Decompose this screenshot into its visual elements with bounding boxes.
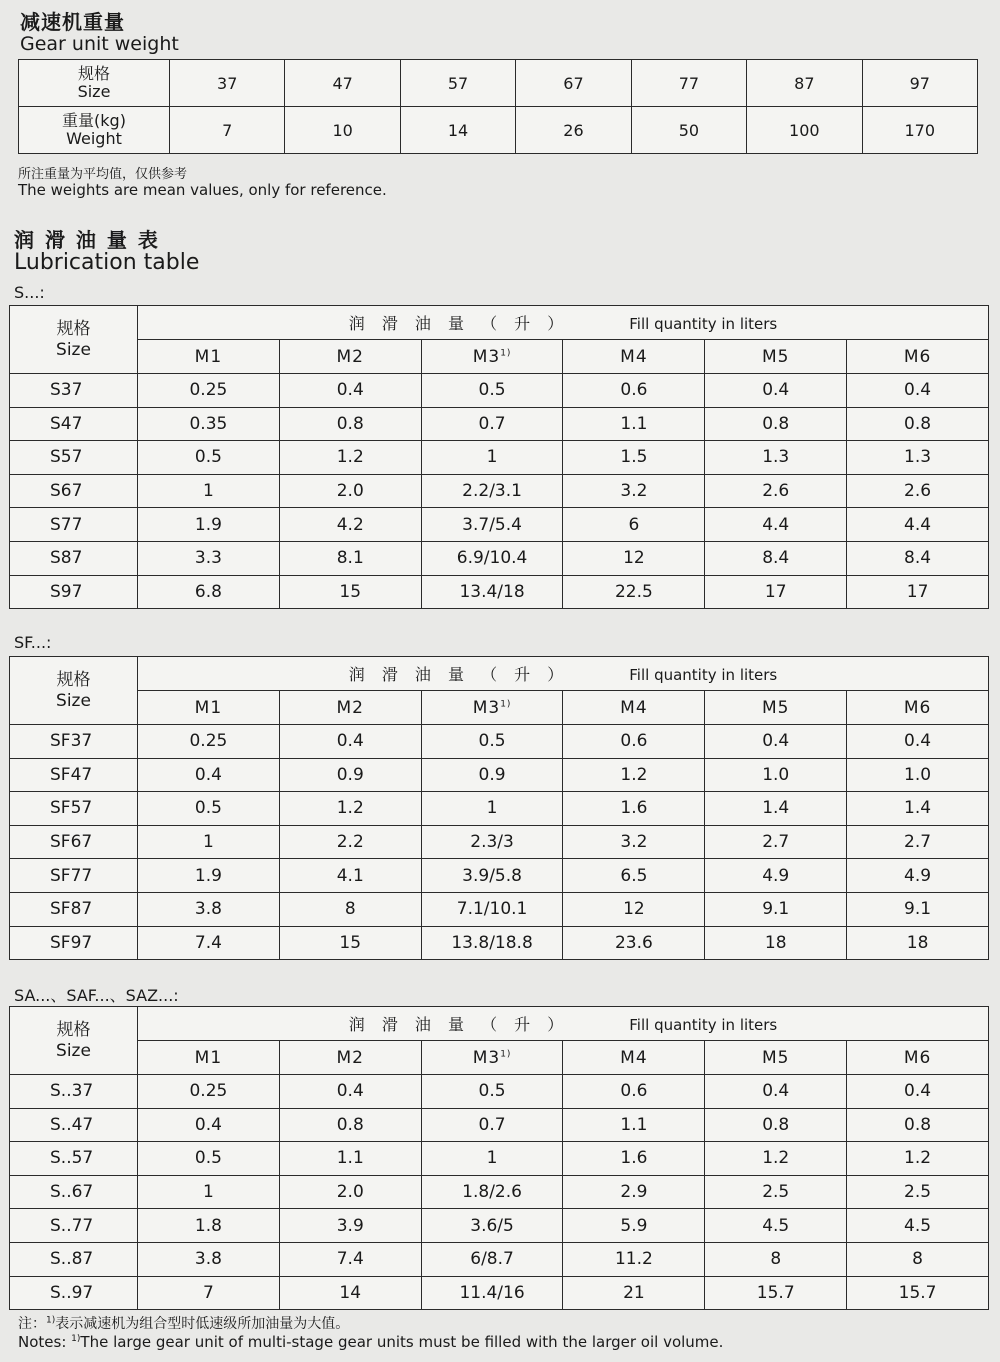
table-row — [10, 892, 989, 926]
mounting-position-label: M3 — [472, 346, 501, 367]
size-label-cn: 规格 — [77, 64, 110, 83]
row-size-cell: S77 — [10, 508, 138, 542]
oil-quantity-cell: 3.3 — [138, 541, 280, 575]
weight-value-cell: 50 — [631, 107, 746, 154]
mounting-position-label: M1 — [194, 346, 223, 367]
size-header-cell — [10, 657, 138, 725]
mounting-position-header — [279, 691, 421, 725]
oil-quantity-cell: 4.9 — [705, 859, 847, 893]
mounting-position-label: M3 — [472, 697, 501, 718]
table-row — [10, 1175, 989, 1209]
size-header-cn: 规格 — [56, 669, 91, 690]
oil-quantity-cell: 0.8 — [705, 407, 847, 441]
oil-quantity-cell: 1.2 — [847, 1142, 989, 1176]
row-size-cell: S..97 — [10, 1276, 138, 1310]
size-header-en: Size — [56, 690, 91, 711]
fill-quantity-header-cn: 润 滑 油 量 （ 升 ） — [348, 665, 570, 684]
row-size-cell: SF97 — [10, 926, 138, 960]
oil-quantity-cell: 3.2 — [563, 825, 705, 859]
oil-quantity-cell: 1.2 — [563, 758, 705, 792]
oil-quantity-cell: 4.5 — [847, 1209, 989, 1243]
oil-quantity-cell: 15 — [279, 926, 421, 960]
fill-quantity-header-en: Fill quantity in liters — [629, 1016, 778, 1034]
oil-quantity-cell: 1.0 — [705, 758, 847, 792]
oil-quantity-cell: 0.5 — [138, 1142, 280, 1176]
oil-quantity-cell: 6/8.7 — [421, 1242, 563, 1276]
weight-size-cell: 77 — [631, 60, 746, 107]
oil-quantity-cell: 7.1/10.1 — [421, 892, 563, 926]
size-header-cell — [10, 1007, 138, 1075]
oil-quantity-cell: 0.25 — [138, 1075, 280, 1109]
footnote-cn — [18, 1313, 349, 1333]
table-row — [10, 1242, 989, 1276]
footnote-en-mark: 1) — [71, 1334, 81, 1344]
oil-quantity-cell: 0.4 — [847, 725, 989, 759]
mounting-position-header — [138, 340, 280, 374]
oil-quantity-cell: 1.2 — [279, 441, 421, 475]
lubrication-table — [9, 305, 989, 609]
oil-quantity-cell: 4.4 — [847, 508, 989, 542]
oil-quantity-cell: 1.9 — [138, 859, 280, 893]
mounting-position-label: M6 — [903, 697, 932, 718]
table-section-label: SA...、SAF...、SAZ...: — [14, 986, 179, 1005]
oil-quantity-cell: 4.1 — [279, 859, 421, 893]
oil-quantity-cell: 3.2 — [563, 474, 705, 508]
oil-quantity-cell: 0.8 — [279, 407, 421, 441]
mounting-position-header — [705, 1041, 847, 1075]
mounting-position-label: M6 — [903, 1047, 932, 1068]
mounting-position-header — [563, 1041, 705, 1075]
oil-quantity-cell: 1.1 — [563, 1108, 705, 1142]
oil-quantity-cell: 1.1 — [563, 407, 705, 441]
lubrication-table — [9, 656, 989, 960]
oil-quantity-cell: 13.8/18.8 — [421, 926, 563, 960]
oil-quantity-cell: 0.5 — [421, 725, 563, 759]
table-row — [10, 792, 989, 826]
oil-quantity-cell: 1 — [138, 474, 280, 508]
oil-quantity-cell: 0.25 — [138, 725, 280, 759]
oil-quantity-cell: 3.9/5.8 — [421, 859, 563, 893]
mounting-position-header — [421, 340, 563, 374]
weight-label-cn: 重量(kg) — [62, 111, 126, 130]
oil-quantity-cell: 2.6 — [705, 474, 847, 508]
oil-quantity-cell: 3.9 — [279, 1209, 421, 1243]
oil-quantity-cell: 0.4 — [138, 1108, 280, 1142]
table-row — [10, 575, 989, 609]
oil-quantity-cell: 0.7 — [421, 1108, 563, 1142]
oil-quantity-cell: 12 — [563, 541, 705, 575]
mounting-position-row — [10, 691, 989, 725]
footnote-cn-prefix: 注： — [18, 1316, 46, 1332]
fill-quantity-header — [138, 306, 989, 340]
weight-value-cell: 100 — [747, 107, 862, 154]
oil-quantity-cell: 9.1 — [705, 892, 847, 926]
oil-quantity-cell: 0.6 — [563, 374, 705, 408]
footnote-en-text: The large gear unit of multi-stage gear units must be filled with the larger oil volume. — [80, 1333, 724, 1351]
oil-quantity-cell: 0.9 — [421, 758, 563, 792]
oil-quantity-cell: 0.7 — [421, 407, 563, 441]
mounting-position-label: M1 — [194, 1047, 223, 1068]
footnote-en-prefix: Notes: — [18, 1333, 72, 1351]
weight-note-en: The weights are mean values, only for reference. — [18, 181, 387, 199]
oil-quantity-cell: 0.35 — [138, 407, 280, 441]
table-row — [10, 725, 989, 759]
mounting-position-header — [421, 691, 563, 725]
oil-quantity-cell: 1.9 — [138, 508, 280, 542]
weight-label-en: Weight — [66, 129, 122, 148]
oil-quantity-cell: 14 — [279, 1276, 421, 1310]
oil-quantity-cell: 8 — [279, 892, 421, 926]
fill-quantity-header — [138, 657, 989, 691]
oil-quantity-cell: 2.3/3 — [421, 825, 563, 859]
table-section-label: SF...: — [14, 633, 52, 652]
oil-quantity-cell: 1.8 — [138, 1209, 280, 1243]
oil-quantity-cell: 1.3 — [705, 441, 847, 475]
oil-quantity-cell: 6.8 — [138, 575, 280, 609]
row-size-cell: S37 — [10, 374, 138, 408]
oil-quantity-cell: 2.9 — [563, 1175, 705, 1209]
weight-value-cell: 26 — [516, 107, 631, 154]
oil-quantity-cell: 1.3 — [847, 441, 989, 475]
mounting-position-header — [705, 691, 847, 725]
mounting-position-header — [847, 340, 989, 374]
mounting-position-label: M5 — [761, 697, 790, 718]
size-header-en: Size — [56, 1040, 91, 1061]
oil-quantity-cell: 0.5 — [421, 1075, 563, 1109]
mounting-position-label: M5 — [761, 1047, 790, 1068]
oil-quantity-cell: 1.1 — [279, 1142, 421, 1176]
mounting-position-label: M2 — [336, 346, 364, 367]
oil-quantity-cell: 4.2 — [279, 508, 421, 542]
oil-quantity-cell: 11.2 — [563, 1242, 705, 1276]
weight-size-cell: 37 — [170, 60, 285, 107]
oil-quantity-cell: 0.4 — [705, 374, 847, 408]
oil-quantity-cell: 3.7/5.4 — [421, 508, 563, 542]
oil-quantity-cell: 15.7 — [705, 1276, 847, 1310]
row-size-cell: S..87 — [10, 1242, 138, 1276]
weight-size-cell: 97 — [862, 60, 977, 107]
weight-label-cell — [19, 107, 170, 154]
oil-quantity-cell: 6.5 — [563, 859, 705, 893]
table-row — [10, 1142, 989, 1176]
oil-quantity-cell: 0.25 — [138, 374, 280, 408]
row-size-cell: SF67 — [10, 825, 138, 859]
size-label-en: Size — [77, 82, 111, 101]
weight-value-cell: 7 — [170, 107, 285, 154]
table-row — [10, 541, 989, 575]
oil-quantity-cell: 8.4 — [705, 541, 847, 575]
oil-quantity-cell: 0.6 — [563, 1075, 705, 1109]
oil-quantity-cell: 0.5 — [138, 441, 280, 475]
mounting-position-header — [563, 691, 705, 725]
oil-quantity-cell: 5.9 — [563, 1209, 705, 1243]
row-size-cell: S..47 — [10, 1108, 138, 1142]
oil-quantity-cell: 0.4 — [279, 374, 421, 408]
size-header-cn: 规格 — [56, 318, 91, 339]
oil-quantity-cell: 21 — [563, 1276, 705, 1310]
oil-quantity-cell: 8 — [705, 1242, 847, 1276]
oil-quantity-cell: 2.5 — [705, 1175, 847, 1209]
lubrication-table — [9, 1006, 989, 1310]
row-size-cell: SF77 — [10, 859, 138, 893]
weight-title-cn: 减速机重量 — [20, 10, 125, 34]
table-row — [10, 1108, 989, 1142]
oil-quantity-cell: 15 — [279, 575, 421, 609]
table-row — [10, 508, 989, 542]
weight-value-cell: 14 — [400, 107, 515, 154]
weight-title-en: Gear unit weight — [20, 33, 179, 55]
oil-quantity-cell: 0.8 — [279, 1108, 421, 1142]
oil-quantity-cell: 0.4 — [279, 725, 421, 759]
oil-quantity-cell: 8.1 — [279, 541, 421, 575]
oil-quantity-cell: 1 — [421, 441, 563, 475]
oil-quantity-cell: 12 — [563, 892, 705, 926]
fill-quantity-header — [138, 1007, 989, 1041]
oil-quantity-cell: 0.5 — [421, 374, 563, 408]
row-size-cell: S..57 — [10, 1142, 138, 1176]
weight-size-cell: 67 — [516, 60, 631, 107]
table-row — [10, 474, 989, 508]
weight-table — [18, 59, 978, 154]
row-size-cell: S47 — [10, 407, 138, 441]
mounting-position-header — [279, 340, 421, 374]
footnote-mark: 1) — [500, 698, 512, 709]
header-row — [10, 657, 989, 691]
mounting-position-label: M2 — [336, 1047, 364, 1068]
table-row — [10, 407, 989, 441]
oil-quantity-cell: 4.5 — [705, 1209, 847, 1243]
row-size-cell: S87 — [10, 541, 138, 575]
oil-quantity-cell: 17 — [705, 575, 847, 609]
row-size-cell: S57 — [10, 441, 138, 475]
oil-quantity-cell: 0.4 — [847, 1075, 989, 1109]
oil-quantity-cell: 6.9/10.4 — [421, 541, 563, 575]
oil-quantity-cell: 0.4 — [847, 374, 989, 408]
row-size-cell: S..37 — [10, 1075, 138, 1109]
oil-quantity-cell: 2.0 — [279, 1175, 421, 1209]
weight-value-row — [19, 107, 978, 154]
mounting-position-header — [421, 1041, 563, 1075]
oil-quantity-cell: 11.4/16 — [421, 1276, 563, 1310]
oil-quantity-cell: 4.9 — [847, 859, 989, 893]
oil-quantity-cell: 7.4 — [279, 1242, 421, 1276]
table-row — [10, 441, 989, 475]
oil-quantity-cell: 2.6 — [847, 474, 989, 508]
oil-quantity-cell: 0.8 — [847, 407, 989, 441]
row-size-cell: SF57 — [10, 792, 138, 826]
weight-size-cell: 47 — [285, 60, 400, 107]
oil-quantity-cell: 1 — [138, 825, 280, 859]
oil-quantity-cell: 1 — [138, 1175, 280, 1209]
fill-quantity-header-cn: 润 滑 油 量 （ 升 ） — [348, 1015, 570, 1034]
weight-value-cell: 170 — [862, 107, 977, 154]
table-row — [10, 1276, 989, 1310]
mounting-position-header — [705, 340, 847, 374]
size-label-cell — [19, 60, 170, 107]
oil-quantity-cell: 0.8 — [705, 1108, 847, 1142]
oil-quantity-cell: 8 — [847, 1242, 989, 1276]
mounting-position-label: M1 — [194, 697, 223, 718]
table-row — [10, 825, 989, 859]
row-size-cell: SF47 — [10, 758, 138, 792]
weight-size-row — [19, 60, 978, 107]
weight-note-cn: 所注重量为平均值，仅供参考 — [18, 167, 188, 182]
footnote-mark: 1) — [500, 347, 512, 358]
oil-quantity-cell: 1.4 — [847, 792, 989, 826]
size-header-cn: 规格 — [56, 1019, 91, 1040]
oil-quantity-cell: 2.2/3.1 — [421, 474, 563, 508]
oil-quantity-cell: 1.5 — [563, 441, 705, 475]
oil-quantity-cell: 1 — [421, 1142, 563, 1176]
table-row — [10, 859, 989, 893]
size-header-en: Size — [56, 339, 91, 360]
oil-quantity-cell: 7 — [138, 1276, 280, 1310]
mounting-position-header — [138, 691, 280, 725]
footnote-mark: 1) — [500, 1048, 512, 1059]
oil-quantity-cell: 1.8/2.6 — [421, 1175, 563, 1209]
oil-quantity-cell: 13.4/18 — [421, 575, 563, 609]
weight-value-cell: 10 — [285, 107, 400, 154]
oil-quantity-cell: 0.9 — [279, 758, 421, 792]
oil-quantity-cell: 1.4 — [705, 792, 847, 826]
oil-quantity-cell: 22.5 — [563, 575, 705, 609]
weight-size-cell: 57 — [400, 60, 515, 107]
row-size-cell: S67 — [10, 474, 138, 508]
row-size-cell: S97 — [10, 575, 138, 609]
mounting-position-label: M5 — [761, 346, 790, 367]
mounting-position-header — [138, 1041, 280, 1075]
mounting-position-label: M2 — [336, 697, 364, 718]
oil-quantity-cell: 17 — [847, 575, 989, 609]
mounting-position-label: M3 — [472, 1047, 501, 1068]
weight-size-cell: 87 — [747, 60, 862, 107]
oil-quantity-cell: 9.1 — [847, 892, 989, 926]
oil-quantity-cell: 1.6 — [563, 1142, 705, 1176]
footnote-en — [18, 1333, 723, 1351]
mounting-position-row — [10, 1041, 989, 1075]
table-section-label: S...: — [14, 283, 45, 302]
oil-quantity-cell: 1.2 — [279, 792, 421, 826]
oil-quantity-cell: 0.6 — [563, 725, 705, 759]
oil-quantity-cell: 2.7 — [847, 825, 989, 859]
row-size-cell: S..77 — [10, 1209, 138, 1243]
oil-quantity-cell: 6 — [563, 508, 705, 542]
table-row — [10, 374, 989, 408]
fill-quantity-header-cn: 润 滑 油 量 （ 升 ） — [348, 314, 570, 333]
header-row — [10, 1007, 989, 1041]
oil-quantity-cell: 1 — [421, 792, 563, 826]
mounting-position-row — [10, 340, 989, 374]
lubrication-title-en: Lubrication table — [14, 250, 200, 275]
footnote-cn-mark: 1) — [46, 1315, 56, 1326]
fill-quantity-header-en: Fill quantity in liters — [629, 315, 778, 333]
header-row — [10, 306, 989, 340]
oil-quantity-cell: 15.7 — [847, 1276, 989, 1310]
oil-quantity-cell: 8.4 — [847, 541, 989, 575]
oil-quantity-cell: 0.4 — [279, 1075, 421, 1109]
mounting-position-header — [563, 340, 705, 374]
mounting-position-label: M4 — [620, 1047, 648, 1068]
oil-quantity-cell: 2.5 — [847, 1175, 989, 1209]
oil-quantity-cell: 18 — [847, 926, 989, 960]
row-size-cell: S..67 — [10, 1175, 138, 1209]
table-row — [10, 1209, 989, 1243]
oil-quantity-cell: 0.4 — [705, 1075, 847, 1109]
mounting-position-label: M6 — [903, 346, 932, 367]
oil-quantity-cell: 0.8 — [847, 1108, 989, 1142]
oil-quantity-cell: 0.5 — [138, 792, 280, 826]
oil-quantity-cell: 2.0 — [279, 474, 421, 508]
mounting-position-header — [279, 1041, 421, 1075]
oil-quantity-cell: 0.4 — [705, 725, 847, 759]
oil-quantity-cell: 0.4 — [138, 758, 280, 792]
oil-quantity-cell: 7.4 — [138, 926, 280, 960]
oil-quantity-cell: 2.2 — [279, 825, 421, 859]
oil-quantity-cell: 1.6 — [563, 792, 705, 826]
oil-quantity-cell: 18 — [705, 926, 847, 960]
oil-quantity-cell: 3.6/5 — [421, 1209, 563, 1243]
table-row — [10, 926, 989, 960]
fill-quantity-header-en: Fill quantity in liters — [629, 666, 778, 684]
mounting-position-label: M4 — [620, 697, 648, 718]
oil-quantity-cell: 4.4 — [705, 508, 847, 542]
mounting-position-header — [847, 1041, 989, 1075]
row-size-cell: SF37 — [10, 725, 138, 759]
oil-quantity-cell: 3.8 — [138, 892, 280, 926]
size-header-cell — [10, 306, 138, 374]
oil-quantity-cell: 1.0 — [847, 758, 989, 792]
lubrication-title-cn: 润 滑 油 量 表 — [14, 228, 160, 252]
row-size-cell: SF87 — [10, 892, 138, 926]
oil-quantity-cell: 23.6 — [563, 926, 705, 960]
footnote-cn-text: 表示减速机为组合型时低速级所加油量为大值。 — [55, 1316, 350, 1332]
oil-quantity-cell: 3.8 — [138, 1242, 280, 1276]
oil-quantity-cell: 2.7 — [705, 825, 847, 859]
table-row — [10, 1075, 989, 1109]
mounting-position-header — [847, 691, 989, 725]
mounting-position-label: M4 — [620, 346, 648, 367]
table-row — [10, 758, 989, 792]
oil-quantity-cell: 1.2 — [705, 1142, 847, 1176]
